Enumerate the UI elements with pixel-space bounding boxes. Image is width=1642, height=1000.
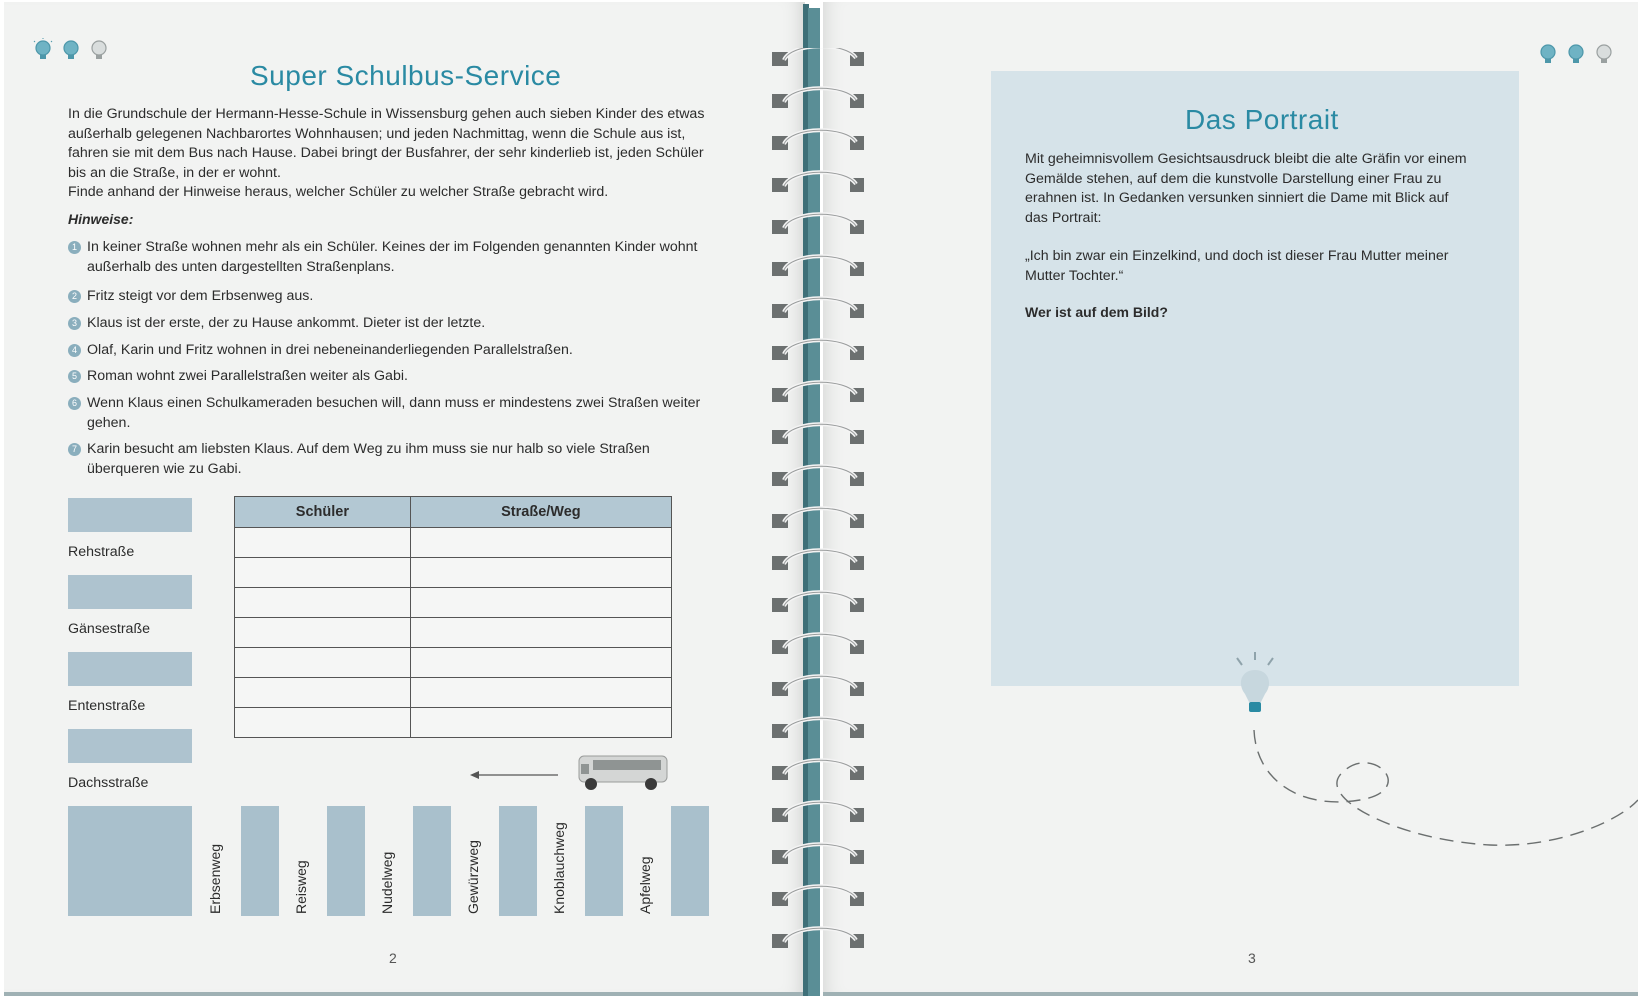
lightbulb-icon xyxy=(1565,42,1587,68)
hint-item xyxy=(68,394,718,433)
portrait-text xyxy=(1025,150,1475,287)
answer-cell[interactable] xyxy=(410,588,671,618)
table-row xyxy=(235,528,672,558)
intro-instruction: Finde anhand der Hinweise heraus, welcher Schüler zu welcher Straße gebracht wird. xyxy=(68,184,609,201)
hint-number: 7 xyxy=(68,443,81,456)
answer-cell[interactable] xyxy=(410,648,671,678)
answer-cell[interactable] xyxy=(235,708,411,738)
street-label: Dachsstraße xyxy=(68,775,149,791)
answer-cell[interactable] xyxy=(235,528,411,558)
answer-cell[interactable] xyxy=(235,588,411,618)
street-block xyxy=(68,652,192,686)
road-block xyxy=(413,806,451,916)
page-number-right: 3 xyxy=(1248,950,1256,966)
table-header-student: Schüler xyxy=(235,497,411,528)
page-title-left: Super Schulbus-Service xyxy=(250,60,562,91)
road-label: Gewürzweg xyxy=(465,840,481,914)
answer-cell[interactable] xyxy=(410,558,671,588)
hint-text: Klaus ist der erste, der zu Hause ankommt. Dieter ist der letzte. xyxy=(87,315,486,331)
road-block xyxy=(241,806,279,916)
portrait-quote: „Ich bin zwar ein Einzelkind, und doch ist dieser Frau Mutter meiner Mutter Tochter.“ xyxy=(1025,248,1449,284)
lightbulb-deco-icon xyxy=(1215,650,1295,730)
table-row xyxy=(235,588,672,618)
hint-item xyxy=(68,367,718,387)
hint-number: 3 xyxy=(68,317,81,330)
spiral-binding xyxy=(772,48,872,948)
answer-table xyxy=(234,496,672,738)
hint-number: 5 xyxy=(68,370,81,383)
street-label: Gänsestraße xyxy=(68,621,151,637)
road-label: Erbsenweg xyxy=(207,843,223,914)
hint-text: Olaf, Karin und Fritz wohnen in drei nebeneinanderliegenden Parallelstraßen. xyxy=(87,342,573,358)
hint-item xyxy=(68,238,718,277)
hint-text: In keiner Straße wohnen mehr als ein Schüler. Keines der im Folgenden genannten Kinder wohnt außerhalb des unten dargestellten Straßenplans. xyxy=(87,239,698,275)
table-row xyxy=(235,708,672,738)
street-label: Rehstraße xyxy=(68,544,135,560)
portrait-story: Mit geheimnisvollem Gesichtsausdruck bleibt die alte Gräfin vor einem Gemälde stehen, auf dem die kunstvolle Darstellung einer Frau zu erahnen ist. In Gedanken versunken sinniert die Dame mit Blick auf das Portrait: xyxy=(1025,151,1467,226)
road-label: Reisweg xyxy=(293,860,309,914)
road-block xyxy=(499,806,537,916)
lightbulb-icon xyxy=(32,38,54,64)
lightbulb-outline-icon xyxy=(1593,42,1615,68)
difficulty-rating-left xyxy=(32,38,110,64)
street-block xyxy=(68,729,192,763)
direction-arrow-icon xyxy=(470,769,560,781)
road-block xyxy=(68,806,192,916)
road-block xyxy=(585,806,623,916)
road-label: Knoblauchweg xyxy=(551,822,567,914)
table-row xyxy=(235,558,672,588)
table-row xyxy=(235,648,672,678)
answer-cell[interactable] xyxy=(235,648,411,678)
hint-text: Karin besucht am liebsten Klaus. Auf dem Weg zu ihm muss sie nur halb so viele Straßen überqueren wie zu Gabi. xyxy=(87,441,650,477)
dashed-path-deco xyxy=(1240,720,1638,860)
answer-cell[interactable] xyxy=(410,708,671,738)
hint-text: Roman wohnt zwei Parallelstraßen weiter als Gabi. xyxy=(87,368,408,384)
lightbulb-icon xyxy=(1537,42,1559,68)
hint-number: 1 xyxy=(68,241,81,254)
intro-text xyxy=(68,105,708,203)
hint-item xyxy=(68,314,718,334)
intro-paragraph: In die Grundschule der Hermann-Hesse-Schule in Wissensburg gehen auch sieben Kinder des etwas außerhalb gelegenen Nachbarortes Wohnhausen; und jeden Nachmittag, wenn die Schule aus ist, fahren sie mit dem Bus nach Hause. Dabei bringt der Busfahrer, der sehr kinderlieb ist, jeden Schüler bis an die Straße, in der er wohnt. xyxy=(68,106,705,181)
road-label: Nudelweg xyxy=(379,851,395,914)
difficulty-rating-right xyxy=(1537,42,1615,68)
answer-cell[interactable] xyxy=(235,618,411,648)
road-block xyxy=(671,806,709,916)
hint-text: Wenn Klaus einen Schulkameraden besuchen will, dann muss er mindestens zwei Straßen weiter gehen. xyxy=(87,395,701,431)
answer-cell[interactable] xyxy=(410,618,671,648)
answer-cell[interactable] xyxy=(235,558,411,588)
hint-item xyxy=(68,440,718,479)
cover-edge-right xyxy=(823,992,1638,996)
road-block xyxy=(327,806,365,916)
hint-item xyxy=(68,287,718,307)
cover-edge-left xyxy=(4,992,804,996)
table-header-street: Straße/Weg xyxy=(410,497,671,528)
hints-label: Hinweise: xyxy=(68,211,134,227)
street-block xyxy=(68,498,192,532)
hint-number: 6 xyxy=(68,397,81,410)
answer-cell[interactable] xyxy=(410,528,671,558)
riddle-question: Wer ist auf dem Bild? xyxy=(1025,304,1168,320)
school-bus-icon xyxy=(573,750,671,794)
page-number-left: 2 xyxy=(389,950,397,966)
hint-text: Fritz steigt vor dem Erbsenweg aus. xyxy=(87,288,314,304)
answer-cell[interactable] xyxy=(410,678,671,708)
table-row xyxy=(235,678,672,708)
road-label: Apfelweg xyxy=(637,856,653,914)
street-block xyxy=(68,575,192,609)
table-row xyxy=(235,618,672,648)
lightbulb-icon xyxy=(60,38,82,64)
hint-number: 2 xyxy=(68,290,81,303)
answer-cell[interactable] xyxy=(235,678,411,708)
hint-item xyxy=(68,341,718,361)
street-label: Entenstraße xyxy=(68,698,146,714)
hint-number: 4 xyxy=(68,344,81,357)
page-title-right: Das Portrait xyxy=(1185,104,1339,135)
lightbulb-outline-icon xyxy=(88,38,110,64)
